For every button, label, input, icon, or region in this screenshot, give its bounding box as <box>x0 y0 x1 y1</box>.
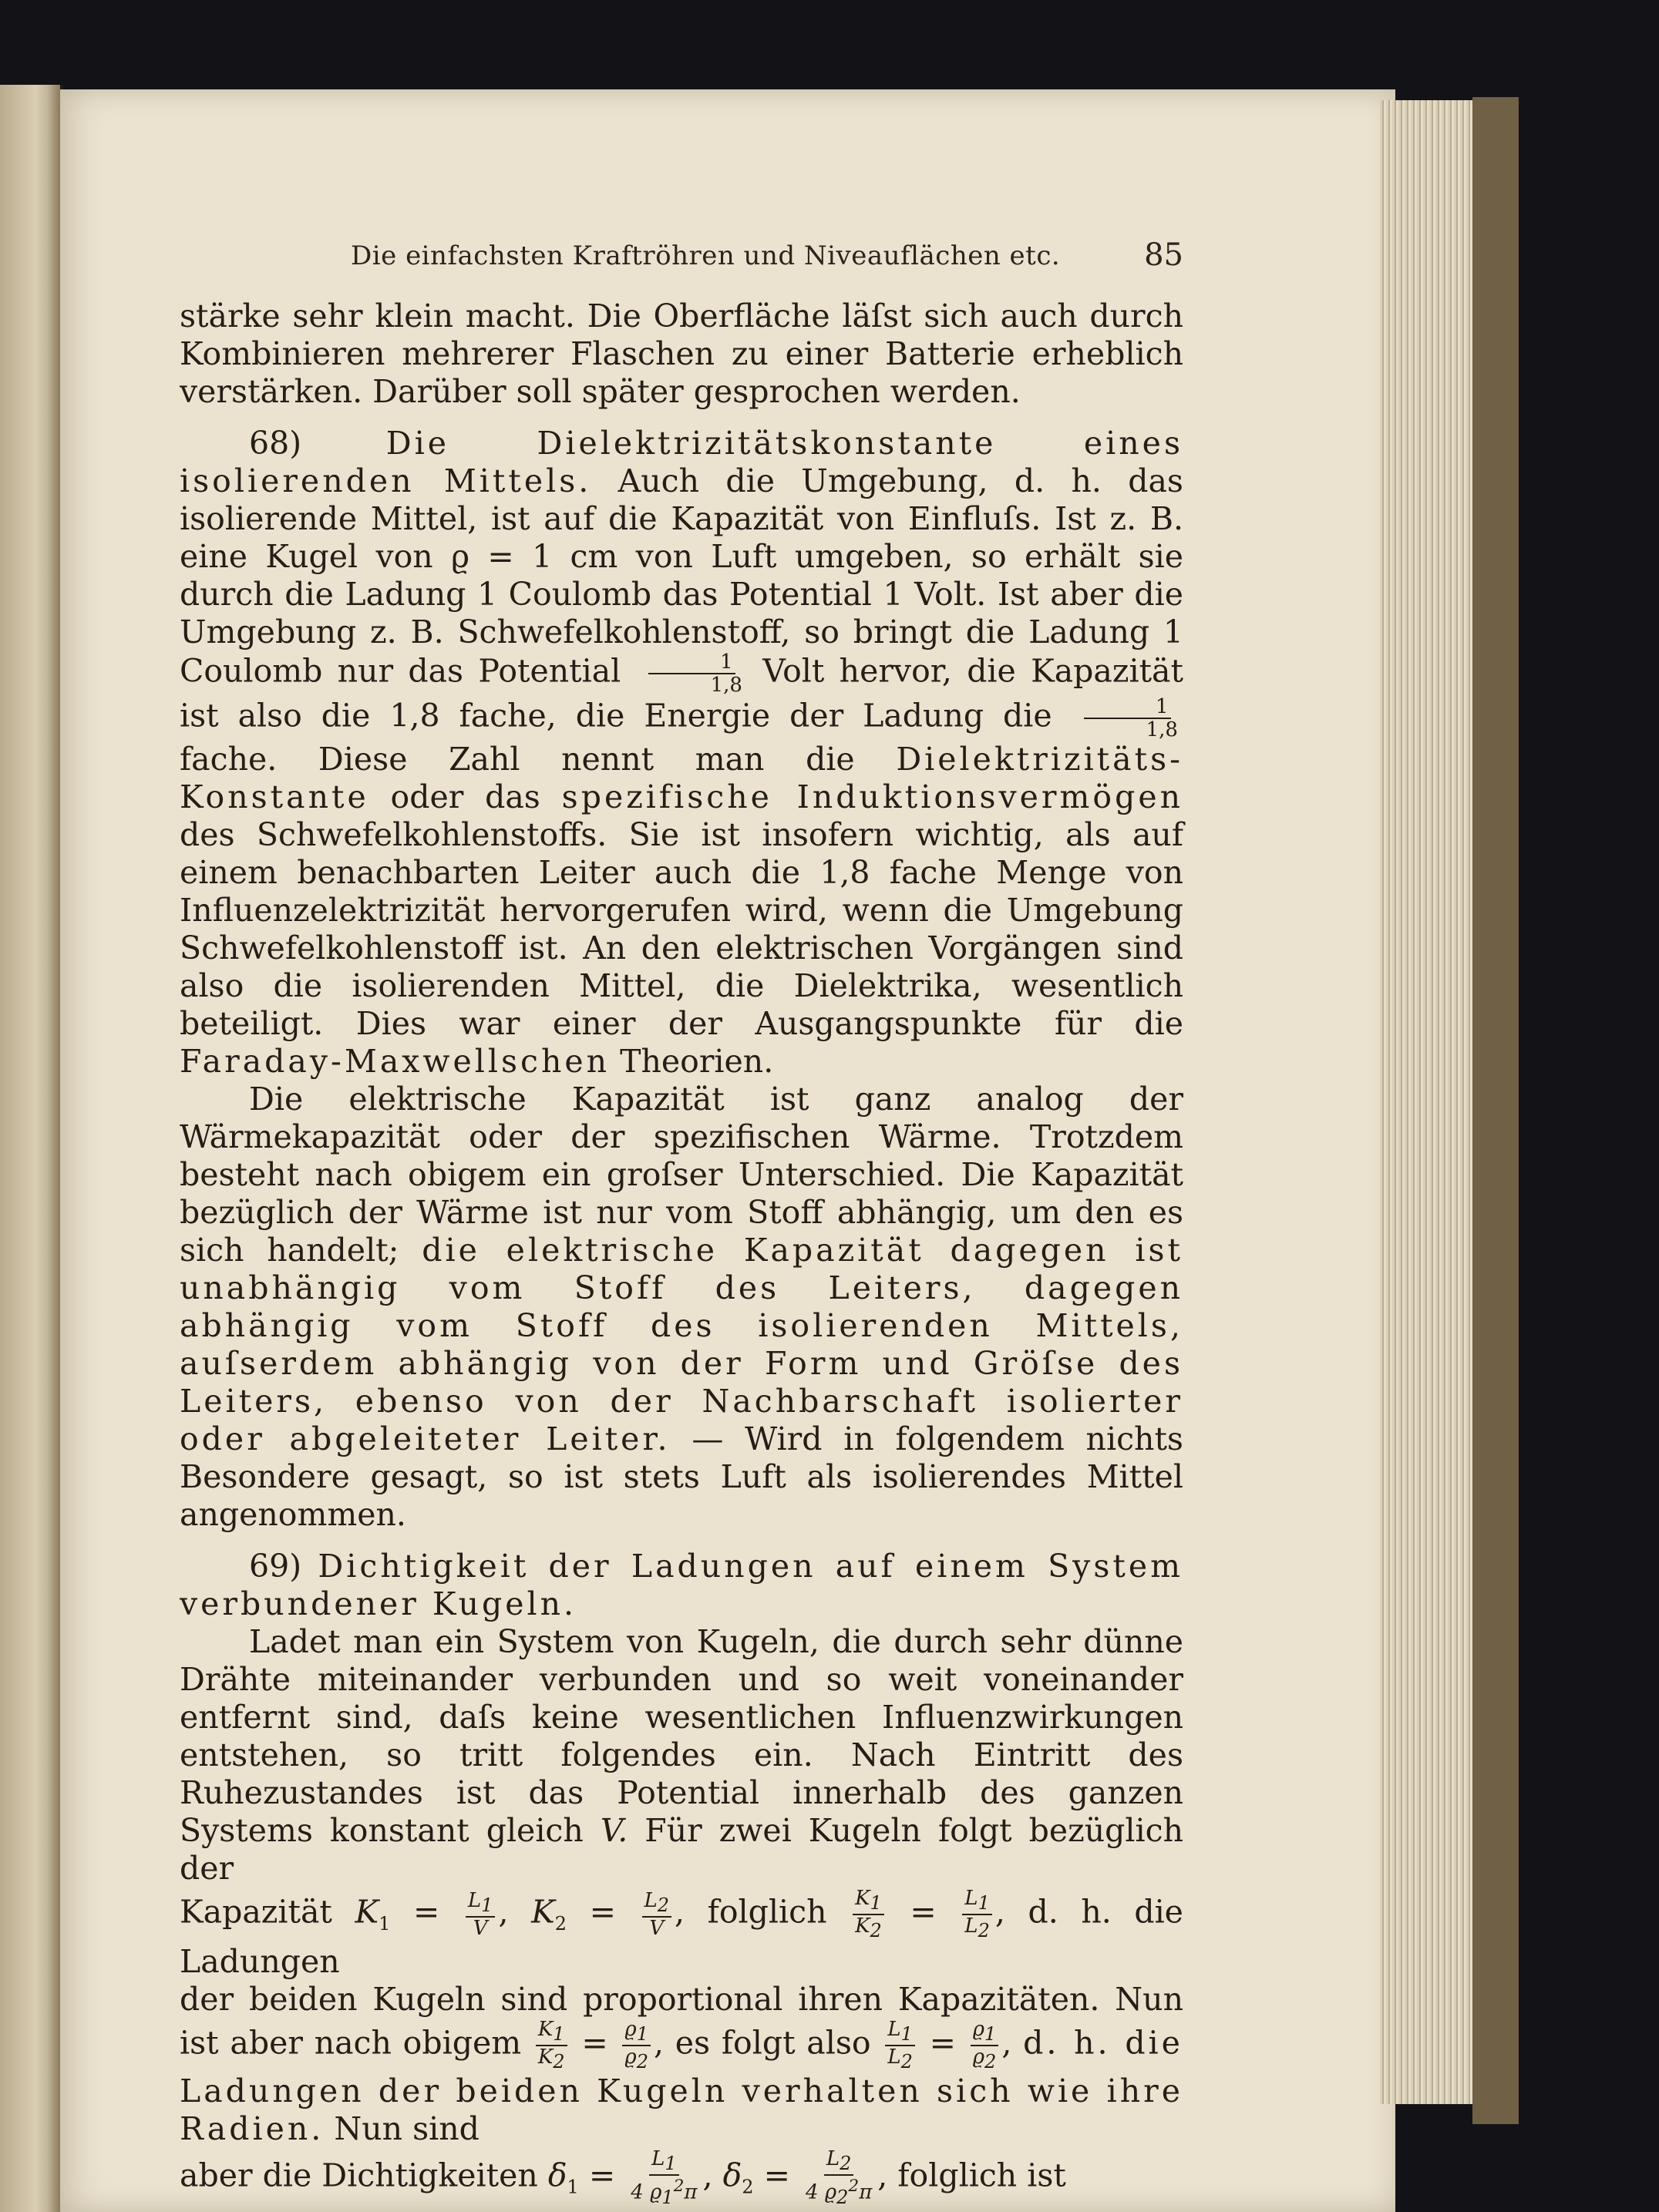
fraction: $\frac{K_1}{K_2}$ <box>536 2019 567 2072</box>
paragraph-69-text: Ladet man ein System von Kugeln, die durch sehr dünne Drähte miteinander verbunden und so weit voneinander entfernt sind, daſs keine wesentlichen Influenzwirkungen entstehen, so tritt folgendes ein. Nach Eintritt des Ruhezustandes ist das Potential innerhalb des ganzen Systems konstant gleich V. Für zwei Kugeln folgt bezüglich der <box>180 1623 1183 1887</box>
paragraph-text: Auch die Umgebung, d. h. das isolierende Mittel, ist auf die Kapazität von Einfluſs. Ist z. B. eine Kugel von ϱ = 1 cm von Luft umgeben, so erhält sie durch die Ladung 1 Coulomb das Potential 1 Volt. Ist aber die Umgebung z. B. Schwefelkohlenstoff, so bringt die Ladung 1 Coulomb nur das Potential <box>180 462 1183 690</box>
book-cover-edge <box>1472 97 1519 2124</box>
fraction: $\frac{L_2}{4 ϱ_2^2\pi}$ <box>806 2147 873 2209</box>
formula-line-capacity: Kapazität $K_1$ = $\frac{L_1}{V}$ , $K_2$ = $\frac{L_2}{V}$ , folglich $\frac{K_1}{K_2}$ = $\frac{L_1}{L_2}$ , d. h. die Ladungen <box>180 1887 1183 1980</box>
page-block-edges <box>1380 100 1476 2104</box>
fraction: $\frac{L_1}{L_2}$ <box>885 2019 915 2072</box>
paragraph-69-heading <box>180 1548 1183 1623</box>
fraction: $\frac{ϱ_1}{ϱ_2}$ <box>971 2019 999 2072</box>
paragraph-proportional: der beiden Kugeln sind proportional ihren Kapazitäten. Nun ist aber nach obigem $\frac{K_1}{K_2}$ = $\frac{ϱ_1}{ϱ_2}$ , es folgt also $\frac{L_1}{L_2}$ = $\frac{ϱ_1}{ϱ_2}$ , d. h. die Ladungen der beiden Kugeln verhalten sich wie ihre Radien. Nun sind <box>180 1980 1183 2148</box>
fraction: $\frac{1}{1,8}$ <box>1075 696 1180 741</box>
section-number: 69) <box>249 1548 302 1585</box>
page-body <box>180 298 1183 2208</box>
section-heading: Dichtigkeit der Ladungen auf einem System verbundener Kugeln. <box>180 1548 1183 1622</box>
fraction: $\frac{L_1}{V}$ <box>466 1890 496 1939</box>
running-title: Die einfachsten Kraftröhren und Niveauflächen etc. <box>351 240 1061 271</box>
fraction: $\frac{ϱ_1}{ϱ_2}$ <box>622 2019 651 2072</box>
fraction: $\frac{L_1}{4 ϱ_1^2\pi}$ <box>631 2147 698 2209</box>
section-heading: Die Dielektrizitätskonstante eines isolierenden Mittels. <box>180 425 1183 499</box>
fraction: $\frac{L_2}{V}$ <box>642 1890 672 1939</box>
fraction: $\frac{1}{1,8}$ <box>639 651 745 696</box>
fraction: $\frac{K_1}{K_2}$ <box>853 1888 884 1941</box>
paragraph-capacity-comparison: Die elektrische Kapazität ist ganz analog der Wärmekapazität oder der spezifischen Wärme. Trotzdem besteht nach obigem ein groſser Unterschied. Die Kapazität bezüglich der Wärme ist nur vom Stoff abhängig, um den es sich handelt; die elektrische Kapazität dagegen ist unabhängig vom Stoff des Leiters, dagegen abhängig vom Stoff des isolierenden Mittels, auſserdem abhängig von der Form und Gröſse des Leiters, ebenso von der Nachbarschaft isolierter oder abgeleiteter Leiter. — Wird in folgendem nichts Besondere gesagt, so ist stets Luft als isolierendes Mittel angenommen. <box>180 1081 1183 1533</box>
formula-line-density: aber die Dichtigkeiten $\delta_1$ = $\frac{L_1}{4 ϱ_1^2\pi}$ , $\delta_2$ = $\frac{L_2}{4 ϱ_2^2\pi}$ , folglich ist <box>180 2147 1066 2209</box>
page-header <box>351 237 1183 279</box>
paragraph-68: 68) Die Dielektrizitätskonstante eines isolierenden Mittels. Auch die Umgebung, d. h. das isolierende Mittel, ist auf die Kapazität von Einfluſs. Ist z. B. eine Kugel von ϱ = 1 cm von Luft umgeben, so erhält sie durch die Ladung 1 Coulomb das Potential 1 Volt. Ist aber die Umgebung z. B. Schwefelkohlenstoff, so bringt die Ladung 1 Coulomb nur das Potential $\frac{1}{1,8}$ Volt hervor, die Kapazität ist also die 1,8 fache, die Energie der Ladung die $\frac{1}{1,8}$ fache. Diese Zahl nennt man die Dielektrizitäts-Konstante oder das spezifische Induktionsvermögen des Schwefelkohlenstoffs. Sie ist insofern wichtig, als auf einem benachbarten Leiter auch die 1,8 fache Menge von Influenzelektrizität hervorgerufen wird, wenn die Umgebung Schwefelkohlenstoff ist. An den elektrischen Vorgängen sind also die isolierenden Mittel, die Dielektrika, wesentlich beteiligt. Dies war einer der Ausgangspunkte für die Faraday-Maxwellschen Theorien. <box>180 425 1183 1080</box>
page-number: 85 <box>1144 237 1183 273</box>
paragraph-continuation: stärke sehr klein macht. Die Oberfläche läſst sich auch durch Kombinieren mehrerer Flaschen zu einer Batterie erheblich verstärken. Darüber soll später gesprochen werden. <box>180 298 1183 410</box>
section-number: 68) <box>249 425 302 462</box>
fraction: $\frac{L_1}{L_2}$ <box>962 1888 992 1941</box>
